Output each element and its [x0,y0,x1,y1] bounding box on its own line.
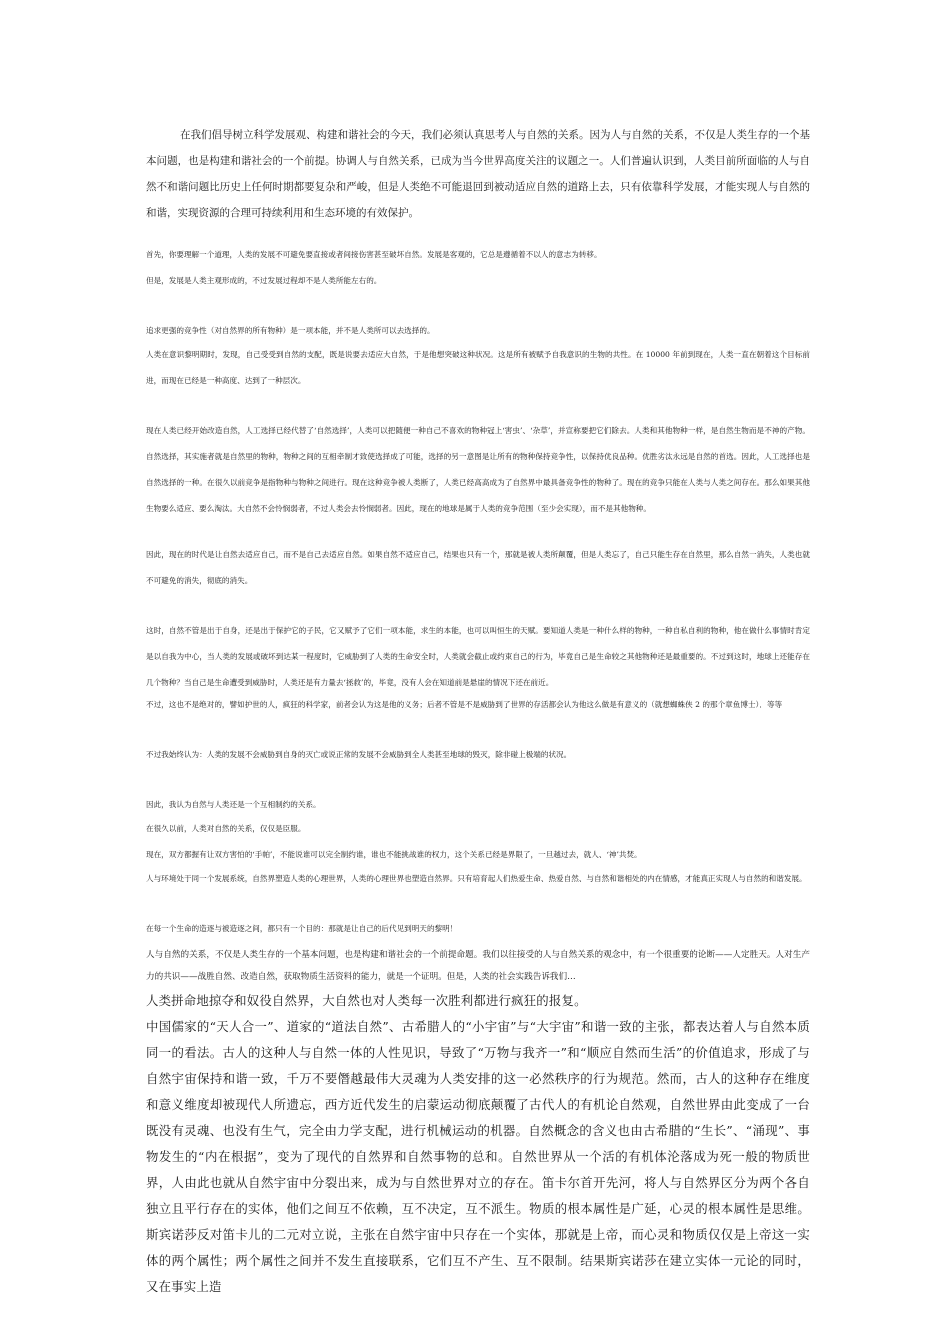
paragraph: 不过我始终认为：人类的发展不会威胁到自身的灭亡或说正常的发展不会威胁到全人类甚至地球的毁灭，除非碰上极端的状况。 [146,750,572,759]
paragraph: 现在，双方都握有让双方害怕的‘手帕’，不能说谁可以完全制约谁，谁也不能挑战谁的权力，这个关系已经是界限了，一旦越过去，就人、‘神’共焚。 [146,850,642,859]
intro-paragraph: 在我们倡导树立科学发展观、构建和谐社会的今天，我们必须认真思考人与自然的关系。因为人与自然的关系，不仅是人类生存的一个基本问题，也是构建和谐社会的一个前提。协调人与自然关系，已成为当今世界高度关注的议题之一。人们普遍认识到，人类目前所面临的人与自然不和谐问题比历史上任何时期都要复杂和严峻，但是人类绝不可能退回到被动适应自然的道路上去，只有依靠科学发展，才能实现人与自然的和谐，实现资源的合理可持续利用和生态环境的有效保护。 [146,129,810,219]
paragraph: 但是，发展是人类主观形成的，不过发展过程却不是人类所能左右的。 [146,276,382,285]
paragraph: 中国儒家的“天人合一”、道家的“道法自然”、古希腊人的“小宇宙”与“大宇宙”和谐一致的主张，都表达着人与自然本质同一的看法。古人的这种人与自然一体的人性见识，导致了“万物与我齐一”和“顺应自然而生活”的价值追求，形成了与自然宇宙保持和谐一致，千万不要僭越最伟大灵魂为人类安排的这一必然秩序的行为规范。然而，古人的这种存在维度和意义维度却被现代人所遗忘，西方近代发生的启蒙运动彻底颠覆了古代人的有机论自然观，自然世界由此变成了一台既没有灵魂、也没有生气，完全由力学支配，进行机械运动的机器。自然概念的含义也由古希腊的“生长”、“涌现”、事物发生的“内在根据”，变为了现代的自然界和自然事物的总和。自然世界从一个活的有机体沦落成为死一般的物质世界，人由此也就从自然宇宙中分裂出来，成为与自然世界对立的存在。笛卡尔首开先河，将人与自然界区分为两个各自独立且平行存在的实体，他们之间互不依赖，互不决定，互不派生。物质的根本属性是广延，心灵的根本属性是思维。斯宾诺莎反对笛卡儿的二元对立说，主张在自然宇宙中只存在一个实体，那就是上帝，而心灵和物质仅仅是上帝这一实体的两个属性；两个属性之间并不发生直接联系，它们互不产生、互不限制。结果斯宾诺莎在建立实体一元论的同时，又在事实上造 [146,1019,810,1294]
paragraph: 现在人类已经开始改造自然，人工选择已经代替了‘自然选择’，人类可以把随便一种自己不喜欢的物种冠上‘害虫’、‘杂草’，并宣称要把它们除去。人类和其他物种一样，是自然生物而是不神的产物。自然选择，其实施者就是自然里的物种，物种之间的互相牵制才致使选择成了可能，选择的另一意图是让所有的物种保持竞争性，以保持优良品种。优胜劣汰永远是自然的首选。因此，人工选择也是自然选择的一种。在很久以前竞争是指物种与物种之间进行。现在这种竞争被人类断了，人类已经高高成为了自然界中最具备竞争性的物种了。现在的竞争只能在人类与人类之间存在。那么如果其他生物要么适应、要么淘汰。大自然不会怜悯弱者，不过人类会去怜悯弱者。因此，现在的地球是属于人类的竞争范围（至少会实现），而不是其他物种。 [146,426,810,513]
paragraph: 追求更强的竞争性（对自然界的所有物种）是一项本能，并不是人类所可以去选择的。 [146,326,435,335]
paragraph: 因此，我认为自然与人类还是一个互相制约的关系。 [146,800,321,809]
paragraph: 人类在意识黎明期时，发现，自己受受到自然的支配，既是说要去适应大自然，于是他想突破这种状况。这是所有被赋予自我意识的生物的共性。在 10000 年前到现在，人类一直在朝着这个目标前进，而现在已经是一种高度、达到了一种层次。 [146,350,810,385]
paragraph: 人类拼命地掠夺和奴役自然界，大自然也对人类每一次胜利都进行疯狂的报复。 [146,993,587,1008]
paragraph: 在每一个生命的造逐与被造逐之间，都只有一个目的：那就是让自己的后代见到明天的黎明！ [146,924,458,933]
paragraph: 首先，你要理解一个道理，人类的发展不可避免要直接或者间接伤害甚至破坏自然。发展是客观的，它总是遵循着不以人的意志为转移。 [146,250,602,259]
paragraph: 不过，这也不是绝对的，譬如护世的人，疯狂的科学家，前者会认为这是他的义务；后者不管是不是威胁到了世界的存活都会认为他这么做是有意义的（就想蜘蛛侠 2 的那个章鱼博士）．等等 [146,700,783,709]
paragraph: 人与环境处于同一个发展系统，自然界塑造人类的心理世界，人类的心理世界也塑造自然界。只有培育起人们热爱生命、热爱自然、与自然和谐相处的内在情感，才能真正实现人与自然的和谐发展。 [146,874,807,883]
paragraph: 因此，现在的时代是让自然去适应自己，而不是自己去适应自然。如果自然不适应自己，结果也只有一个，那就是被人类所颠覆，但是人类忘了，自己只能生存在自然里，那么自然一消失，人类也就不可避免的消失，彻底的消失。 [146,550,810,585]
paragraph: 这时，自然不管是出于自身，还是出于保护它的子民，它又赋予了它们一项本能，求生的本能，也可以叫恒生的天赋。要知道人类是一种什么样的物种，一种自私自利的物种，他在做什么事情时肯定是以自我为中心，当人类的发展或破坏到达某一程度时，它威胁到了人类的生命安全时，人类就会截止或约束自己的行为，毕竟自己是生命较之其他物种还是最重要的。不过到这时，地球上还能存在几个物种？当自己是生命遭受到威胁时，人类还是有力量去‘拯救’的，毕竟，没有人会在知道前是悬崖的情况下还在前近。 [146,626,810,687]
paragraph: 人与自然的关系，不仅是人类生存的一个基本问题，也是构建和谐社会的一个前提命题。我们以往接受的人与自然关系的观念中，有一个很重要的论断——人定胜天。人对生产力的共识——战胜自然、改造自然，获取物质生活资料的能力，就是一个证明。但是，人类的社会实践告诉我们… [146,950,810,982]
paragraph: 在很久以前，人类对自然的关系，仅仅是臣服。 [146,824,306,833]
